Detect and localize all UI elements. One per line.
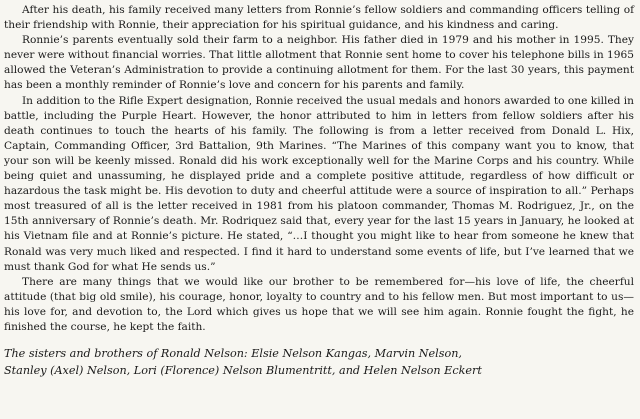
paragraph-parents-farm: Ronnie’s parents eventually sold their farm to a neighbor. His father died in 1979 and his mother in 1995. They never were without financial worries. That little allotment that Ronnie sent home to cover his telephone bills in 1965 allowed the Veteran’s Administration to provide a continuing allotment for them. For the last 30 years, this payment has been a monthly reminder of Ronnie’s love and concern for his parents and family. — [4, 34, 634, 92]
signature-line-1: The sisters and brothers of Ronald Nelson: Elsie Nelson Kangas, Marvin Nelson, — [4, 347, 462, 361]
paragraph-honors-and-letters: In addition to the Rifle Expert designation, Ronnie received the usual medals and honors awarded to one killed in battle, including the Purple Heart. However, the honor attributed to him in letters from fellow soldiers after his death continues to touch the hearts of his family. The following is from a letter received from Donald L. Hix, Captain, Commanding Officer, 3rd Battalion, 9th Marines. “The Marines of this company want you to know, that your son will be keenly missed. Ronald did his work exceptionally well for the Marine Corps and his country. While being quiet and unassuming, he displayed pride and a complete positive attitude, regardless of how difficult or hazardous the task might be. His devotion to duty and cheerful attitude were a source of inspiration to all.” Perhaps most treasured of all is the letter received in 1981 from his platoon commander, Thomas M. Rodriguez, Jr., on the 15th anniversary of Ronnie’s death. Mr. Rodriquez said that, every year for the last 15 years in January, he looked at his Vietnam file and at Ronnie’s picture. He stated, “…I thought you might like to hear from someone he knew that Ronald was very much liked and respected. I find it hard to understand some events of life, but I’ve learned that we must thank God for what He sends us.” — [4, 94, 634, 273]
signature-line-2: Stanley (Axel) Nelson, Lori (Florence) Nelson Blumentritt, and Helen Nelson Eckert — [4, 363, 482, 377]
signature-block — [4, 346, 634, 379]
paragraph-remembrance: There are many things that we would like our brother to be remembered for—his love of life, the cheerful attitude (that big old smile), his courage, honor, loyalty to country and to his fellow men. But most important to us—his love for, and devotion to, the Lord which gives us hope that we will see him again. Ronnie fought the fight, he finished the course, he kept the faith. — [4, 275, 634, 333]
body-text — [4, 3, 634, 335]
paragraph-letters-received: After his death, his family received many letters from Ronnie’s fellow soldiers and commanding officers telling of their friendship with Ronnie, their appreciation for his spiritual guidance, and his kindness and caring. — [4, 4, 634, 32]
